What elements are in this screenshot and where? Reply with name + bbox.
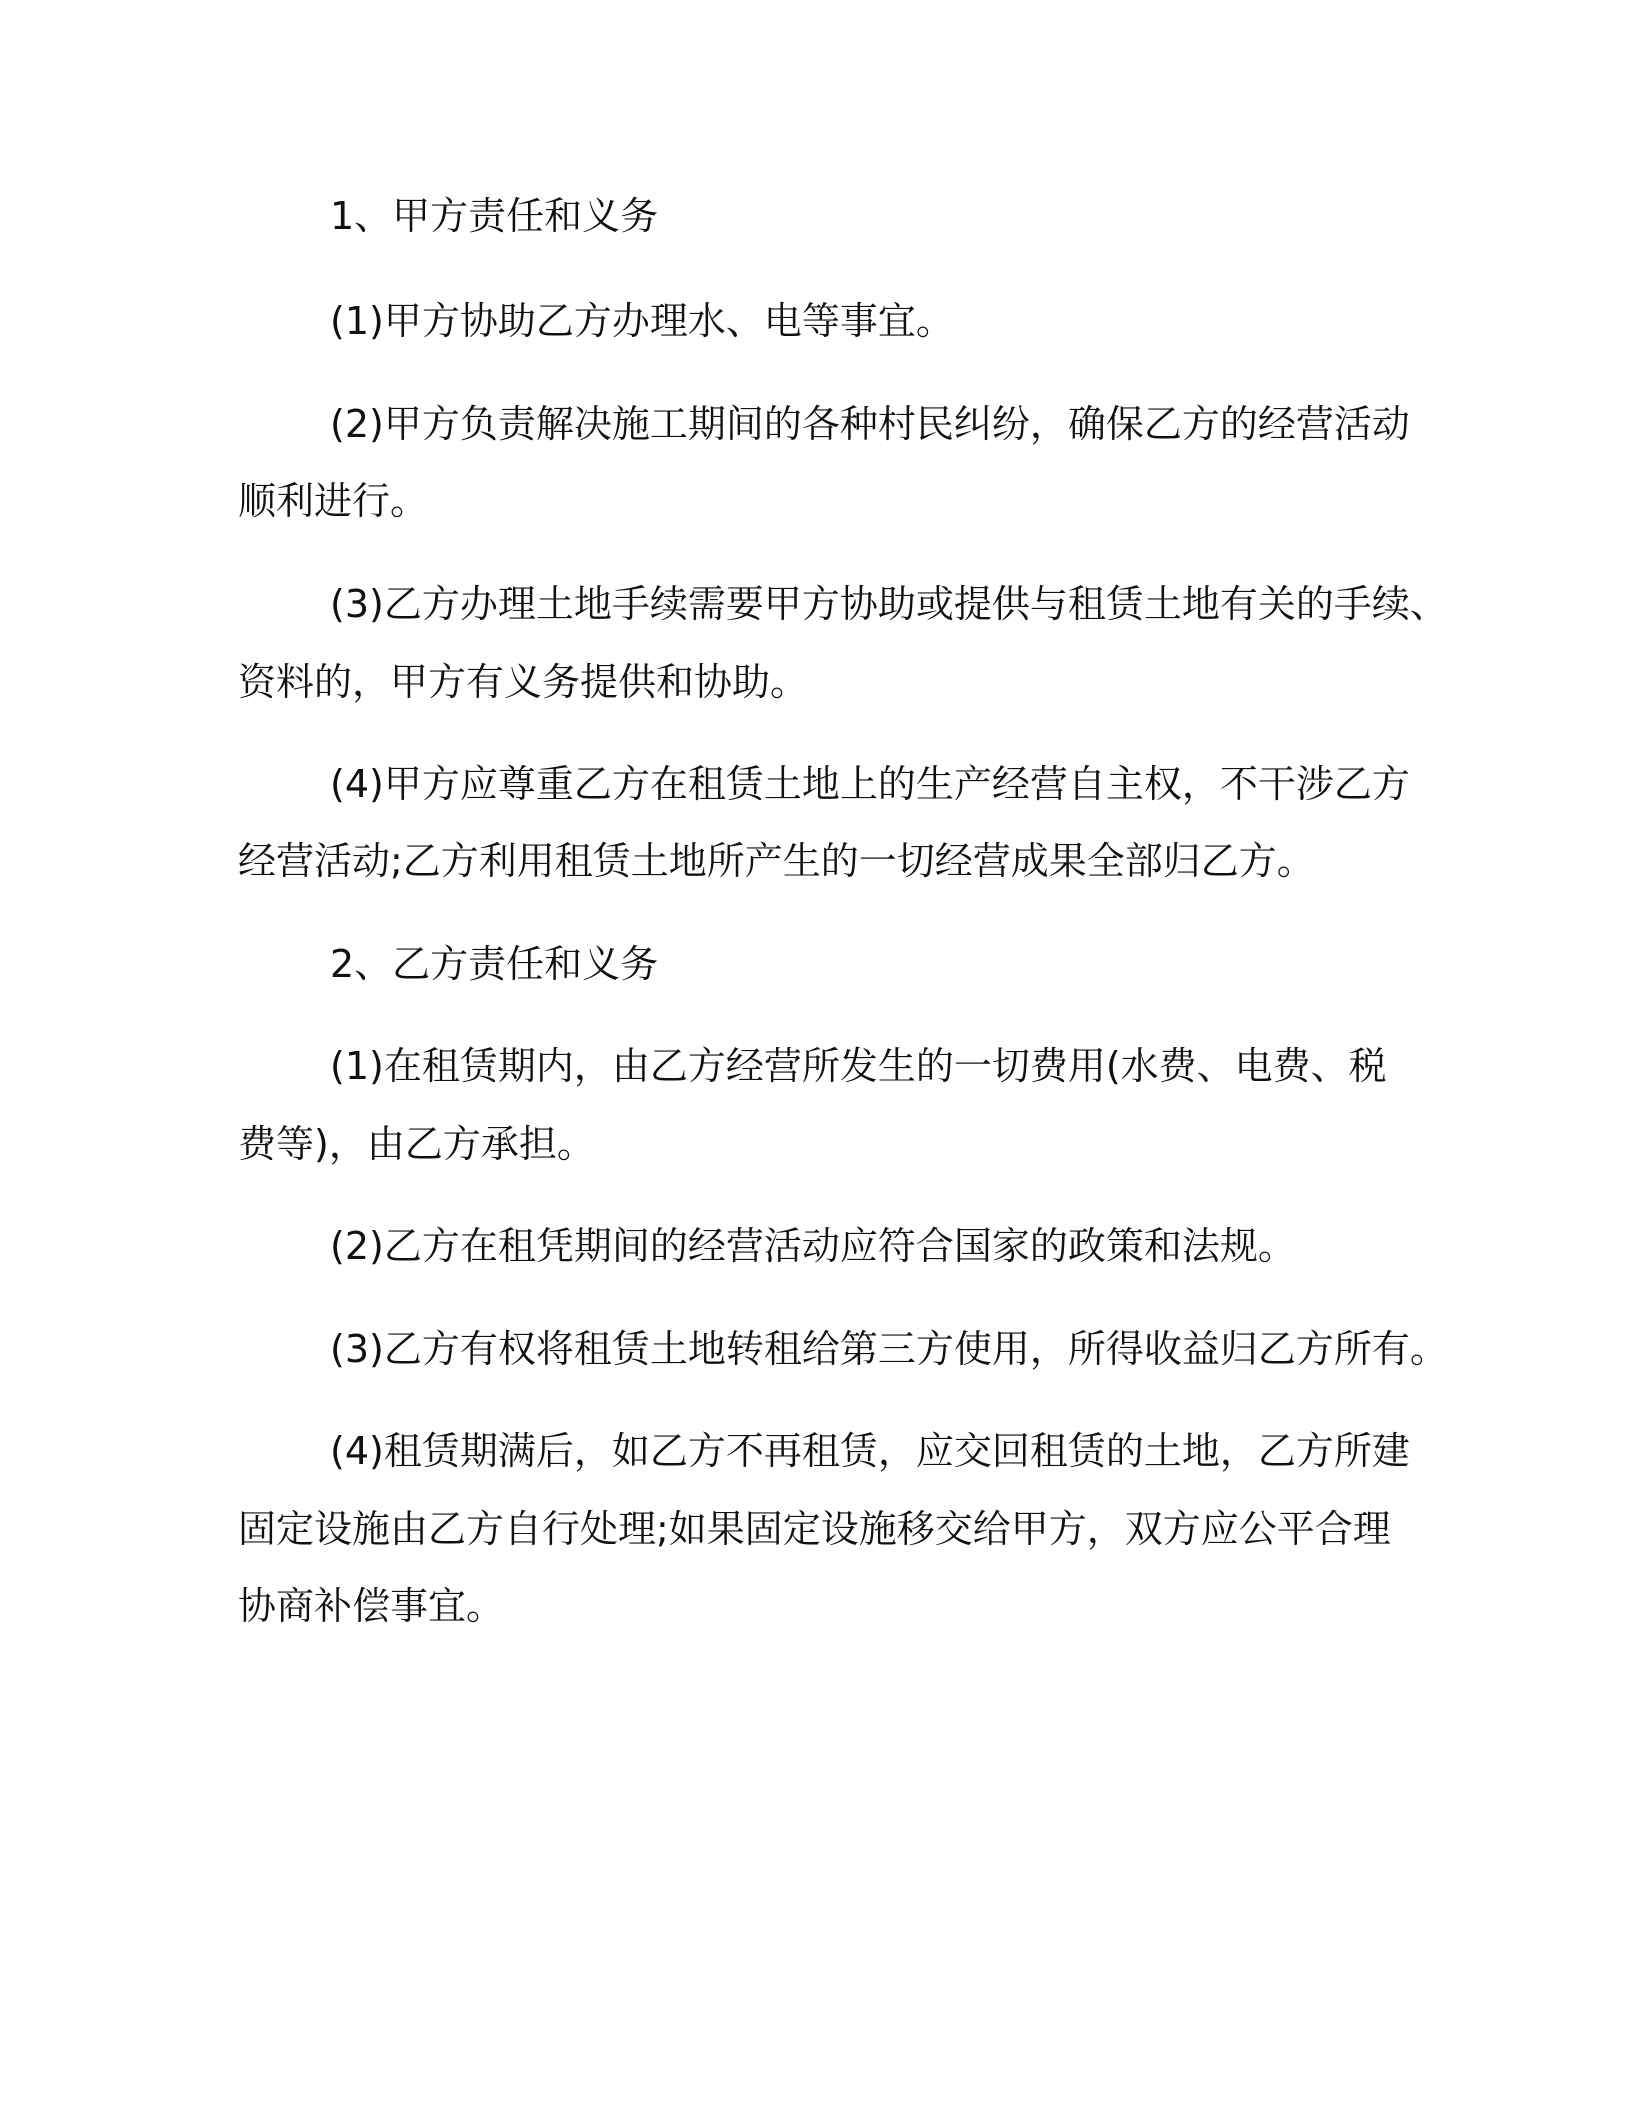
section-1-heading: 1、甲方责任和义务 — [330, 194, 659, 238]
section-2-item-1-line-2: 费等)，由乙方承担。 — [238, 1122, 595, 1166]
section-2-item-4-line-2: 固定设施由乙方自行处理;如果固定设施移交给甲方，双方应公平合理 — [238, 1507, 1391, 1551]
section-1-item-4-line-2: 经营活动;乙方利用租赁土地所产生的一切经营成果全部归乙方。 — [238, 839, 1315, 883]
section-2-item-3-line-1: (3)乙方有权将租赁土地转租给第三方使用，所得收益归乙方所有。 — [330, 1327, 1448, 1371]
section-2-item-1-line-1: (1)在租赁期内，由乙方经营所发生的一切费用(水费、电费、税 — [330, 1044, 1387, 1088]
section-1-item-4-line-1: (4)甲方应尊重乙方在租赁土地上的生产经营自主权，不干涉乙方 — [330, 762, 1410, 806]
section-1-item-2-line-1: (2)甲方负责解决施工期间的各种村民纠纷，确保乙方的经营活动 — [330, 402, 1410, 446]
section-1-item-2-line-2: 顺利进行。 — [238, 479, 429, 523]
section-2-item-4-line-1: (4)租赁期满后，如乙方不再租赁，应交回租赁的土地，乙方所建 — [330, 1429, 1410, 1473]
section-1-item-3-line-2: 资料的，甲方有义务提供和协助。 — [238, 660, 809, 704]
section-1-item-1-line-1: (1)甲方协助乙方办理水、电等事宜。 — [330, 299, 954, 343]
section-2-heading: 2、乙方责任和义务 — [330, 942, 659, 986]
section-1-item-3-line-1: (3)乙方办理土地手续需要甲方协助或提供与租赁土地有关的手续、 — [330, 582, 1448, 626]
section-2-item-2-line-1: (2)乙方在租凭期间的经营活动应符合国家的政策和法规。 — [330, 1224, 1296, 1268]
section-2-item-4-line-3: 协商补偿事宜。 — [238, 1584, 505, 1628]
